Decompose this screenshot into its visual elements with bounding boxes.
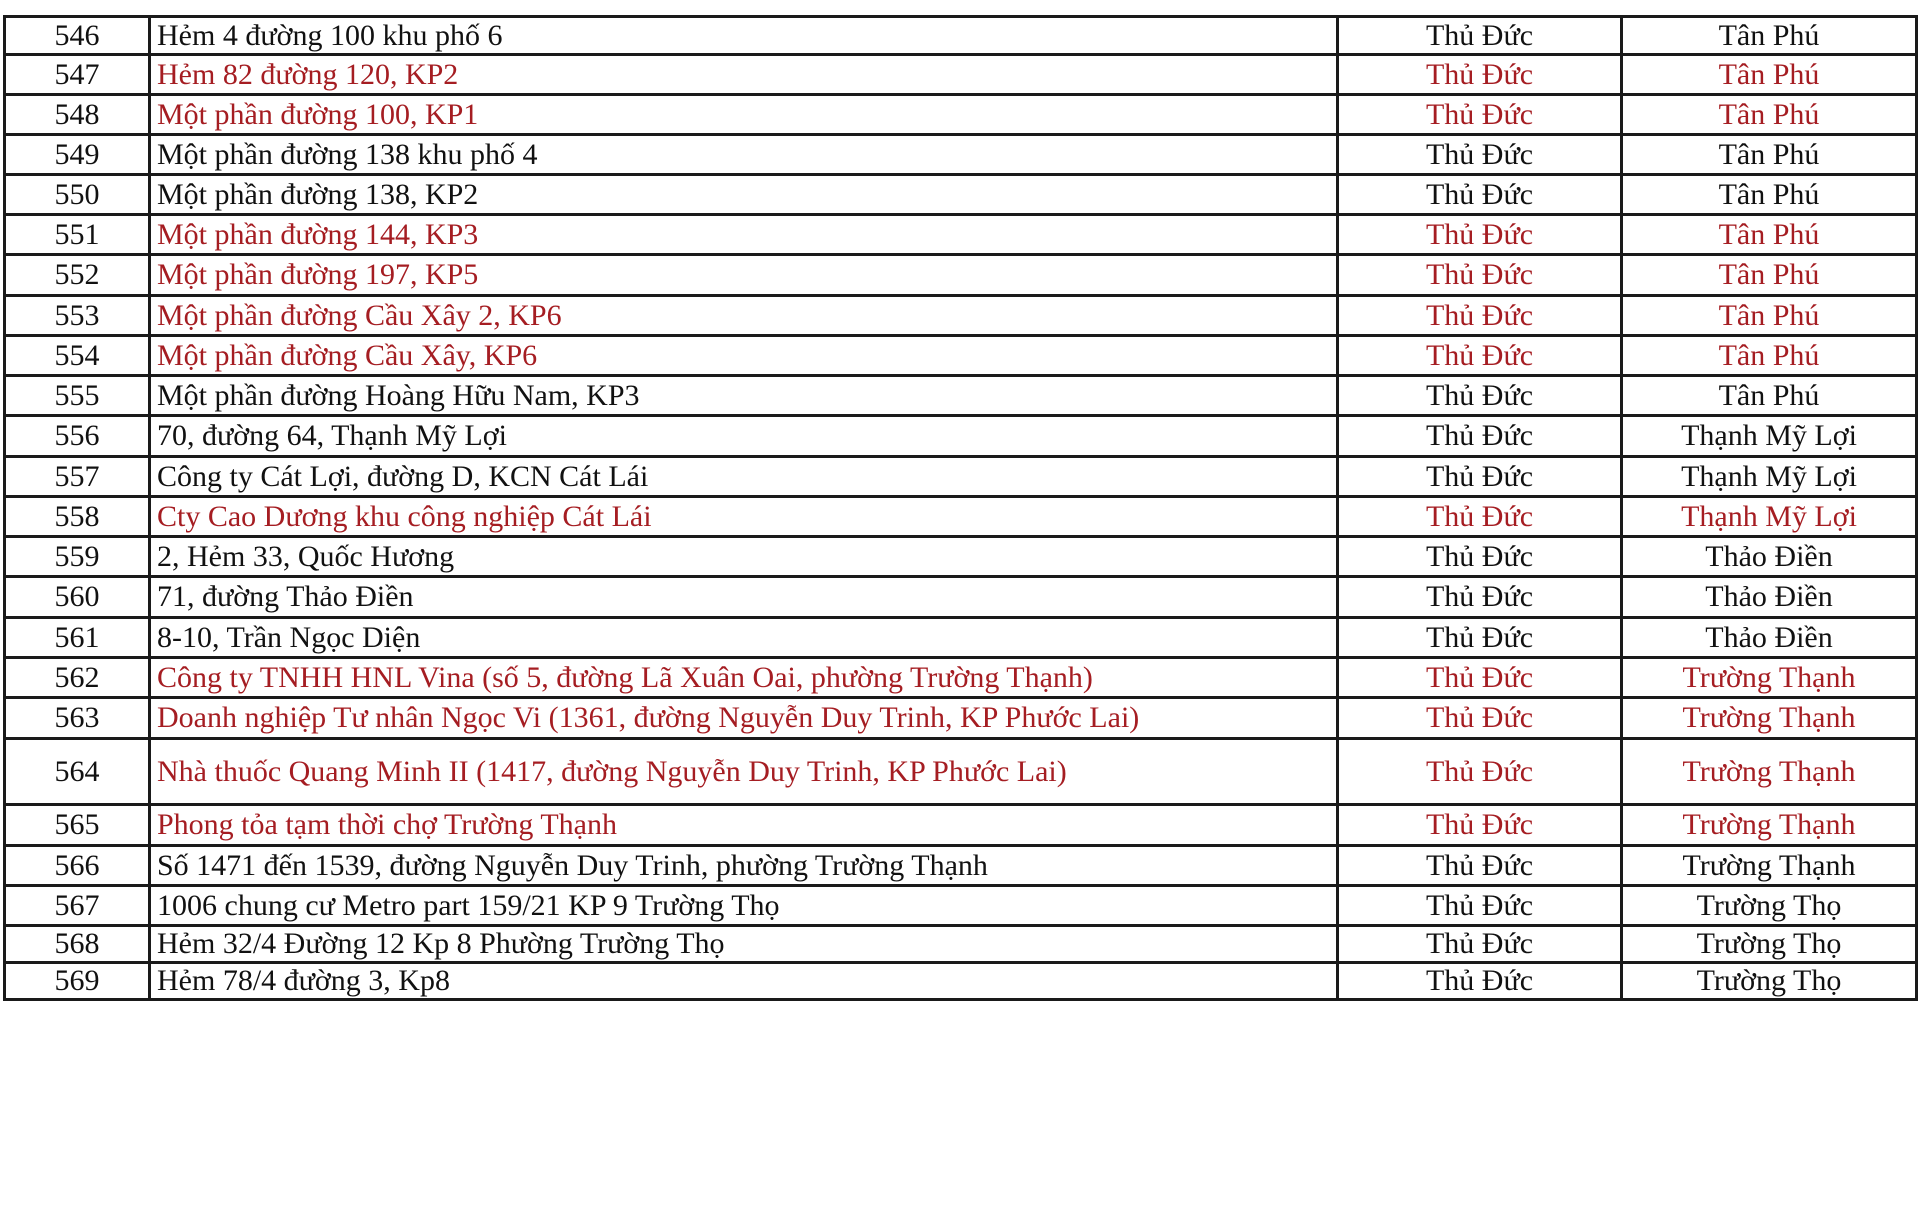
- row-number-cell: 556: [5, 416, 150, 457]
- row-number-cell: 561: [5, 618, 150, 658]
- table-row: [5, 376, 1917, 416]
- table-row: [5, 457, 1917, 497]
- district-cell: Thủ Đức: [1338, 963, 1622, 1000]
- row-number-cell: 565: [5, 805, 150, 846]
- row-number-cell: 558: [5, 497, 150, 537]
- table-row: [5, 805, 1917, 846]
- table-row: [5, 698, 1917, 739]
- table-body: [5, 17, 1917, 1000]
- district-cell: Thủ Đức: [1338, 805, 1622, 846]
- district-cell: Thủ Đức: [1338, 577, 1622, 618]
- district-cell: Thủ Đức: [1338, 416, 1622, 457]
- address-cell: Một phần đường Cầu Xây, KP6: [150, 336, 1338, 376]
- district-cell: Thủ Đức: [1338, 255, 1622, 296]
- ward-cell: Tân Phú: [1622, 215, 1917, 255]
- row-number-cell: 546: [5, 17, 150, 55]
- address-cell: Một phần đường 138 khu phố 4: [150, 135, 1338, 175]
- address-cell: Cty Cao Dương khu công nghiệp Cát Lái: [150, 497, 1338, 537]
- district-cell: Thủ Đức: [1338, 95, 1622, 135]
- ward-cell: Trường Thạnh: [1622, 698, 1917, 739]
- ward-cell: Trường Thạnh: [1622, 846, 1917, 886]
- address-cell: Một phần đường Cầu Xây 2, KP6: [150, 296, 1338, 336]
- row-number-cell: 555: [5, 376, 150, 416]
- address-cell: Một phần đường Hoàng Hữu Nam, KP3: [150, 376, 1338, 416]
- district-cell: Thủ Đức: [1338, 497, 1622, 537]
- row-number-cell: 559: [5, 537, 150, 577]
- ward-cell: Trường Thạnh: [1622, 658, 1917, 698]
- address-cell: Doanh nghiệp Tư nhân Ngọc Vi (1361, đường Nguyễn Duy Trinh, KP Phước Lai): [150, 698, 1338, 739]
- row-number-cell: 551: [5, 215, 150, 255]
- district-cell: Thủ Đức: [1338, 886, 1622, 926]
- district-cell: Thủ Đức: [1338, 376, 1622, 416]
- district-cell: Thủ Đức: [1338, 618, 1622, 658]
- ward-cell: Trường Thạnh: [1622, 739, 1917, 805]
- lockdown-address-table: [3, 15, 1918, 1001]
- table-row: [5, 175, 1917, 215]
- ward-cell: Trường Thạnh: [1622, 805, 1917, 846]
- ward-cell: Tân Phú: [1622, 296, 1917, 336]
- table-row: [5, 618, 1917, 658]
- address-cell: Công ty Cát Lợi, đường D, KCN Cát Lái: [150, 457, 1338, 497]
- address-cell: Hẻm 4 đường 100 khu phố 6: [150, 17, 1338, 55]
- district-cell: Thủ Đức: [1338, 739, 1622, 805]
- table-row: [5, 135, 1917, 175]
- ward-cell: Tân Phú: [1622, 55, 1917, 95]
- district-cell: Thủ Đức: [1338, 17, 1622, 55]
- table-row: [5, 577, 1917, 618]
- ward-cell: Tân Phú: [1622, 255, 1917, 296]
- ward-cell: Tân Phú: [1622, 135, 1917, 175]
- table-row: [5, 55, 1917, 95]
- table-row: [5, 336, 1917, 376]
- district-cell: Thủ Đức: [1338, 135, 1622, 175]
- address-cell: 70, đường 64, Thạnh Mỹ Lợi: [150, 416, 1338, 457]
- ward-cell: Tân Phú: [1622, 376, 1917, 416]
- address-cell: Một phần đường 197, KP5: [150, 255, 1338, 296]
- district-cell: Thủ Đức: [1338, 926, 1622, 963]
- row-number-cell: 553: [5, 296, 150, 336]
- table-row: [5, 17, 1917, 55]
- district-cell: Thủ Đức: [1338, 55, 1622, 95]
- district-cell: Thủ Đức: [1338, 846, 1622, 886]
- address-cell: Nhà thuốc Quang Minh II (1417, đường Nguyễn Duy Trinh, KP Phước Lai): [150, 739, 1338, 805]
- address-cell: 8-10, Trần Ngọc Diện: [150, 618, 1338, 658]
- row-number-cell: 552: [5, 255, 150, 296]
- address-cell: Công ty TNHH HNL Vina (số 5, đường Lã Xuân Oai, phường Trường Thạnh): [150, 658, 1338, 698]
- row-number-cell: 567: [5, 886, 150, 926]
- address-cell: Hẻm 78/4 đường 3, Kp8: [150, 963, 1338, 1000]
- row-number-cell: 557: [5, 457, 150, 497]
- address-cell: Hẻm 32/4 Đường 12 Kp 8 Phường Trường Thọ: [150, 926, 1338, 963]
- ward-cell: Thạnh Mỹ Lợi: [1622, 497, 1917, 537]
- table-row: [5, 739, 1917, 805]
- address-cell: Một phần đường 100, KP1: [150, 95, 1338, 135]
- row-number-cell: 549: [5, 135, 150, 175]
- address-cell: Một phần đường 144, KP3: [150, 215, 1338, 255]
- table-row: [5, 926, 1917, 963]
- row-number-cell: 554: [5, 336, 150, 376]
- ward-cell: Thảo Điền: [1622, 618, 1917, 658]
- row-number-cell: 564: [5, 739, 150, 805]
- district-cell: Thủ Đức: [1338, 658, 1622, 698]
- table-row: [5, 416, 1917, 457]
- table-row: [5, 658, 1917, 698]
- address-cell: Hẻm 82 đường 120, KP2: [150, 55, 1338, 95]
- ward-cell: Trường Thọ: [1622, 963, 1917, 1000]
- ward-cell: Tân Phú: [1622, 336, 1917, 376]
- district-cell: Thủ Đức: [1338, 537, 1622, 577]
- row-number-cell: 560: [5, 577, 150, 618]
- table-row: [5, 537, 1917, 577]
- table-row: [5, 215, 1917, 255]
- address-cell: 71, đường Thảo Điền: [150, 577, 1338, 618]
- address-cell: 2, Hẻm 33, Quốc Hương: [150, 537, 1338, 577]
- row-number-cell: 568: [5, 926, 150, 963]
- ward-cell: Thạnh Mỹ Lợi: [1622, 457, 1917, 497]
- ward-cell: Tân Phú: [1622, 175, 1917, 215]
- ward-cell: Thảo Điền: [1622, 577, 1917, 618]
- address-cell: 1006 chung cư Metro part 159/21 KP 9 Trường Thọ: [150, 886, 1338, 926]
- table-row: [5, 497, 1917, 537]
- address-cell: Số 1471 đến 1539, đường Nguyễn Duy Trinh, phường Trường Thạnh: [150, 846, 1338, 886]
- district-cell: Thủ Đức: [1338, 296, 1622, 336]
- table-row: [5, 296, 1917, 336]
- district-cell: Thủ Đức: [1338, 336, 1622, 376]
- ward-cell: Tân Phú: [1622, 95, 1917, 135]
- row-number-cell: 548: [5, 95, 150, 135]
- ward-cell: Trường Thọ: [1622, 886, 1917, 926]
- table-row: [5, 846, 1917, 886]
- address-cell: Phong tỏa tạm thời chợ Trường Thạnh: [150, 805, 1338, 846]
- row-number-cell: 566: [5, 846, 150, 886]
- row-number-cell: 547: [5, 55, 150, 95]
- address-cell: Một phần đường 138, KP2: [150, 175, 1338, 215]
- table-row: [5, 255, 1917, 296]
- row-number-cell: 550: [5, 175, 150, 215]
- ward-cell: Trường Thọ: [1622, 926, 1917, 963]
- ward-cell: Thạnh Mỹ Lợi: [1622, 416, 1917, 457]
- ward-cell: Tân Phú: [1622, 17, 1917, 55]
- row-number-cell: 569: [5, 963, 150, 1000]
- table-row: [5, 886, 1917, 926]
- table-row: [5, 95, 1917, 135]
- district-cell: Thủ Đức: [1338, 215, 1622, 255]
- table-row: [5, 963, 1917, 1000]
- row-number-cell: 563: [5, 698, 150, 739]
- district-cell: Thủ Đức: [1338, 175, 1622, 215]
- ward-cell: Thảo Điền: [1622, 537, 1917, 577]
- row-number-cell: 562: [5, 658, 150, 698]
- district-cell: Thủ Đức: [1338, 698, 1622, 739]
- district-cell: Thủ Đức: [1338, 457, 1622, 497]
